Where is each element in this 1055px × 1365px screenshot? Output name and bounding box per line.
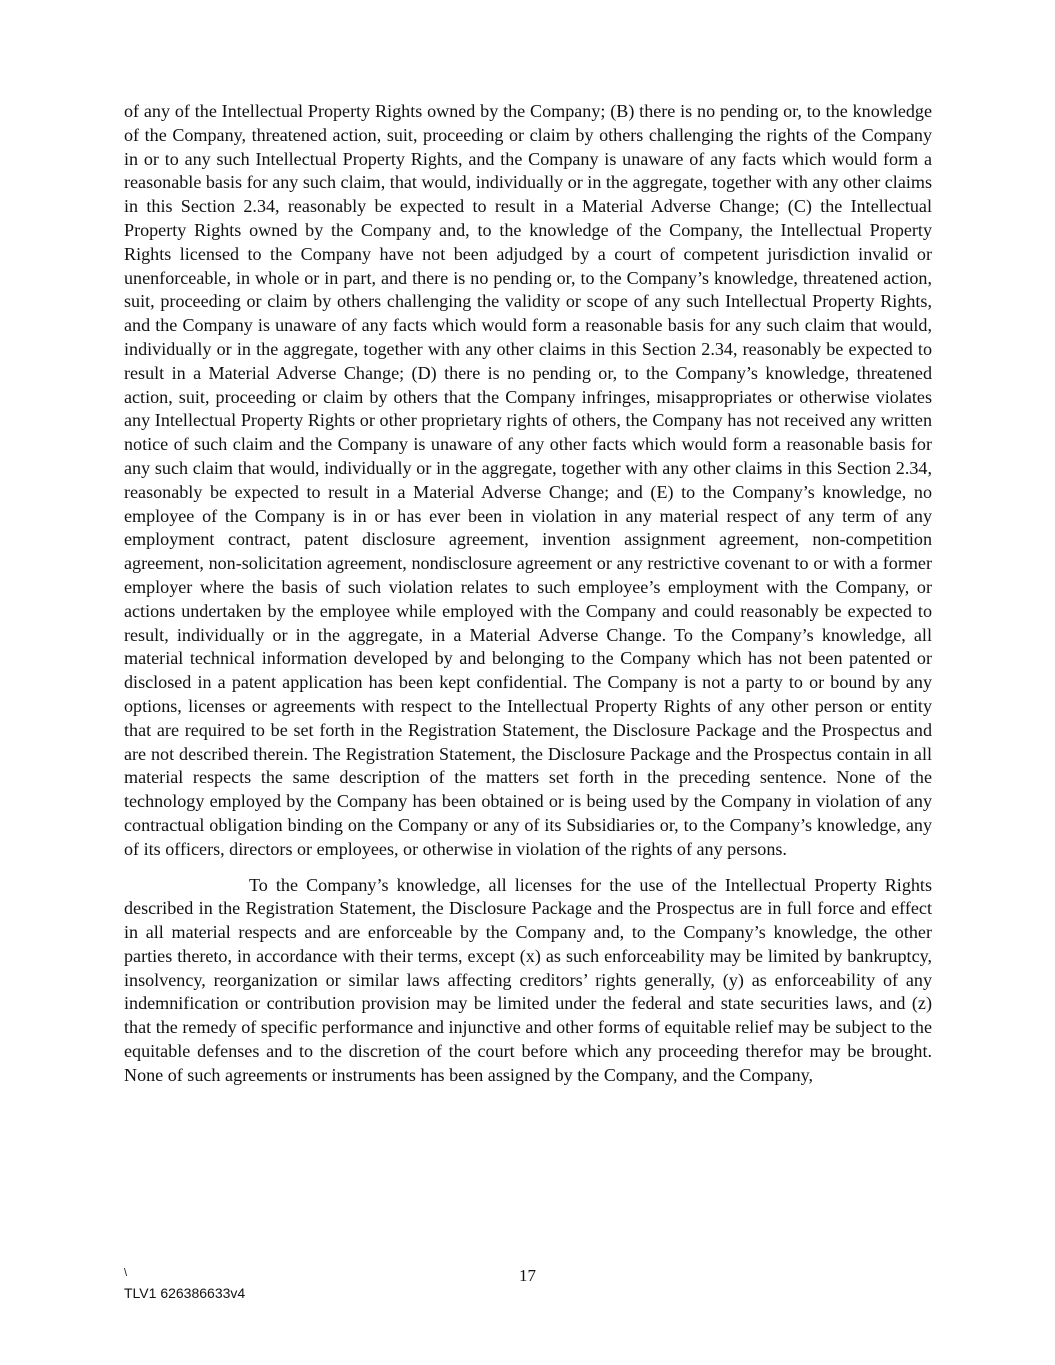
page-number: 17 xyxy=(519,1266,536,1285)
document-body xyxy=(124,100,932,1088)
footer-mark: \ xyxy=(124,1267,128,1279)
paragraph-continued: of any of the Intellectual Property Rights owned by the Company; (B) there is no pending or, to the knowledge of the Company, threatened action, suit, proceeding or claim by others challenging the rights of the Company in or to any such Intellectual Property Rights, and the Company is unaware of any facts which would form a reasonable basis for any such claim, that would, individually or in the aggregate, together with any other claims in this Section 2.34, reasonably be expected to result in a Material Adverse Change; (C) the Intellectual Property Rights owned by the Company and, to the knowledge of the Company, the Intellectual Property Rights licensed to the Company have not been adjudged by a court of competent jurisdiction invalid or unenforceable, in whole or in part, and there is no pending or, to the Company’s knowledge, threatened action, suit, proceeding or claim by others challenging the validity or scope of any such Intellectual Property Rights, and the Company is unaware of any facts which would form a reasonable basis for any such claim that would, individually or in the aggregate, together with any other claims in this Section 2.34, reasonably be expected to result in a Material Adverse Change; (D) there is no pending or, to the Company’s knowledge, threatened action, suit, proceeding or claim by others that the Company infringes, misappropriates or otherwise violates any Intellectual Property Rights or other proprietary rights of others, the Company has not received any written notice of such claim and the Company is unaware of any other facts which would form a reasonable basis for any such claim that would, individually or in the aggregate, together with any other claims in this Section 2.34, reasonably be expected to result in a Material Adverse Change; and (E) to the Company’s knowledge, no employee of the Company is in or has ever been in violation in any material respect of any term of any employment contract, patent disclosure agreement, invention assignment agreement, non-competition agreement, non-solicitation agreement, nondisclosure agreement or any restrictive covenant to or with a former employer where the basis of such violation relates to such employee’s employment with the Company, or actions undertaken by the employee while employed with the Company and could reasonably be expected to result, individually or in the aggregate, in a Material Adverse Change. To the Company’s knowledge, all material technical information developed by and belonging to the Company which has not been patented or disclosed in a patent application has been kept confidential. The Company is not a party to or bound by any options, licenses or agreements with respect to the Intellectual Property Rights of any other person or entity that are required to be set forth in the Registration Statement, the Disclosure Package and the Prospectus and are not described therein. The Registration Statement, the Disclosure Package and the Prospectus contain in all material respects the same description of the matters set forth in the preceding sentence. None of the technology employed by the Company has been obtained or is being used by the Company in violation of any contractual obligation binding on the Company or any of its Subsidiaries or, to the Company’s knowledge, any of its officers, directors or employees, or otherwise in violation of the rights of any persons. xyxy=(124,101,932,859)
document-id: TLV1 626386633v4 xyxy=(124,1285,246,1301)
paragraph-licenses: To the Company’s knowledge, all licenses for the use of the Intellectual Property Rights described in the Registration Statement, the Disclosure Package and the Prospectus are in full force and effect in all material respects and are enforceable by the Company and, to the Company’s knowledge, the other parties thereto, in accordance with their terms, except (x) as such enforceability may be limited by bankruptcy, insolvency, reorganization or similar laws affecting creditors’ rights generally, (y) as enforceability of any indemnification or contribution provision may be limited under the federal and state securities laws, and (z) that the remedy of specific performance and injunctive and other forms of equitable relief may be subject to the equitable defenses and to the discretion of the court before which any proceeding therefor may be brought. None of such agreements or instruments has been assigned by the Company, and the Company, xyxy=(124,874,932,1085)
